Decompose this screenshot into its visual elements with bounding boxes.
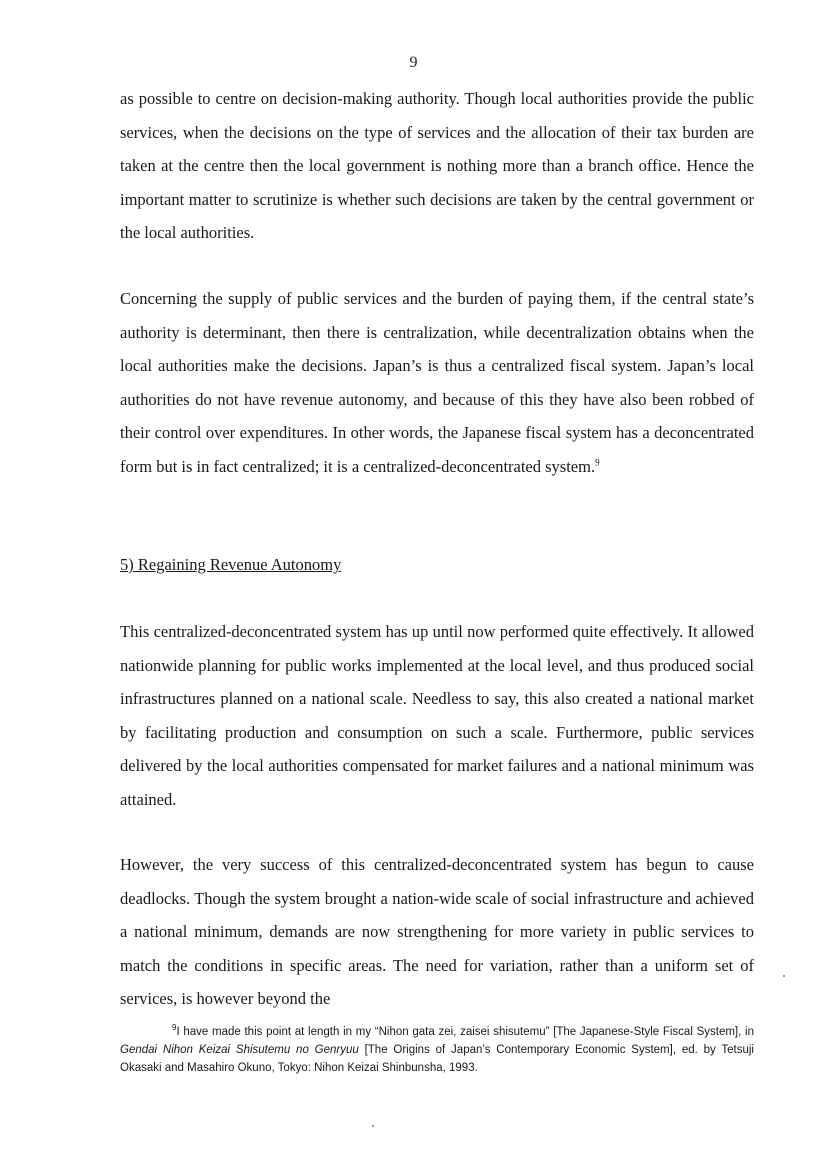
- section-heading: 5) Regaining Revenue Autonomy: [120, 555, 342, 574]
- paragraph-3: This centralized-deconcentrated system has up until now performed quite effectively. It allowed nationwide planning for public works implemented at the local level, and thus produced social infrastructures planned on a national scale. Needless to say, this also created a national market by facilitating production and consumption on such a scale. Furthermore, public services delivered by the local authorities compensated for market failures and a national minimum was attained.: [120, 622, 754, 809]
- footnote-text-2: [The Origins of Japan’s Contemporary Economic System], ed. by Tetsuji Okasaki and Masahiro Okuno, Tokyo: Nihon Keizai Shinbunsha, 1993.: [120, 1043, 754, 1074]
- paragraph-4: However, the very success of this centralized-deconcentrated system has begun to cause deadlocks. Though the system brought a nation-wide scale of social infrastructure and achieved a national minimum, demands are now strengthening for more variety in public services to match the conditions in specific areas. The need for variation, rather than a uniform set of services, is however beyond the: [120, 855, 754, 1009]
- paragraph-2: [120, 282, 754, 484]
- footnote-italic-title: Gendai Nihon Keizai Shisutemu no Genryuu: [120, 1043, 359, 1056]
- footnote-marker: 9: [172, 1023, 177, 1033]
- footnote: [120, 1024, 754, 1077]
- paragraph-1: as possible to centre on decision-making authority. Though local authorities provide the public services, when the decisions on the type of services and the allocation of their tax burden are taken at the centre then the local government is nothing more than a branch office. Hence the important matter to scrutinize is whether such decisions are taken by the central government or the local authorities.: [120, 89, 754, 243]
- footnote-reference: 9: [595, 457, 600, 468]
- scan-speck: [783, 975, 785, 977]
- page-number: 9: [409, 54, 418, 71]
- paragraph-2-text: Concerning the supply of public services and the burden of paying them, if the central state’s authority is determinant, then there is centralization, while decentralization obtains when the local authorities make the decisions. Japan’s is thus a centralized fiscal system. Japan’s local authorities do not have revenue autonomy, and because of this they have also been robbed of their control over expenditures. In other words, the Japanese fiscal system has a deconcentrated form but is in fact centralized; it is a centralized-deconcentrated system.: [120, 289, 754, 476]
- scan-speck: [372, 1125, 374, 1127]
- footnote-text-1: I have made this point at length in my “Nihon gata zei, zaisei shisutemu” [The Japanese-Style Fiscal System], in: [176, 1026, 754, 1038]
